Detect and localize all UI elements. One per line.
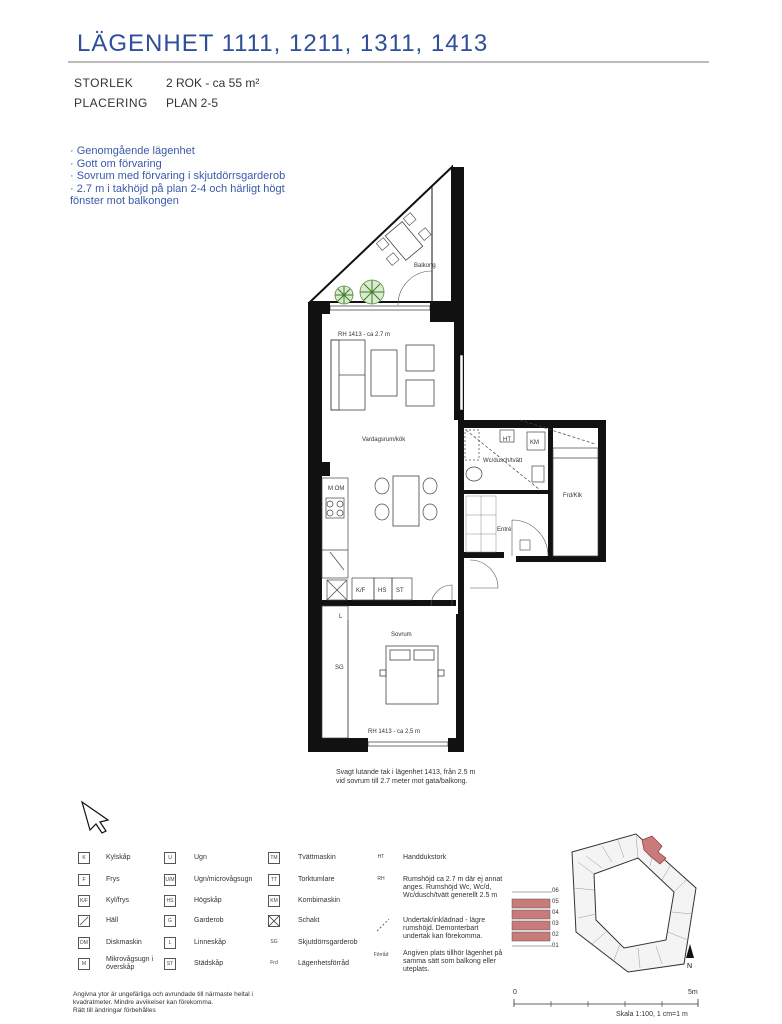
legend-code: L: [164, 937, 176, 949]
entre-label: Entré: [497, 527, 512, 533]
legend-label: Torktumlare: [298, 876, 335, 883]
rh-top-label: RH 1413 - ca 2.7 m: [338, 332, 391, 338]
legend-code: TT: [268, 874, 280, 886]
undertak-icon: [376, 918, 390, 932]
legend-label: Kyl/frys: [106, 897, 129, 904]
window: [460, 355, 463, 410]
legend-label: Frys: [106, 876, 120, 883]
entrance-door-swing: [512, 520, 548, 556]
legend-label: Ugn: [194, 854, 207, 861]
legend-code: U: [164, 852, 176, 864]
ht-label: HT: [503, 437, 511, 443]
wardrobe: [322, 606, 348, 738]
legend-label: Kylskåp: [106, 854, 131, 861]
legend-label: Häll: [106, 917, 119, 924]
frd-label: Frd/Klk: [563, 493, 583, 499]
plant-icon: [360, 280, 384, 304]
meta-placement-value: PLAN 2-5: [166, 96, 219, 110]
hall-icon: [78, 915, 90, 927]
front-door-swing: [470, 560, 498, 588]
balkong-label: Balkong: [414, 263, 436, 269]
sg-label: SG: [335, 665, 344, 671]
legend-code: ST: [164, 958, 176, 970]
footer-disclaimer: Angivna ytor är ungefärliga och avrundade till närmaste heltal i kvadratmeter. Mindre avvikelser kan förekomma. Rätt till ändringar förbehålles: [73, 991, 253, 1014]
feature-item: · Sovrum med förvaring i skjutdörrsgarderob: [70, 170, 286, 182]
kf-label: K/F: [356, 588, 366, 594]
km-label: KM: [530, 440, 539, 446]
legend-code: HS: [164, 895, 176, 907]
legend-code: Förråd: [373, 952, 389, 958]
wc-label: Wc/dusch/tvätt: [483, 458, 523, 464]
feature-item: fönster mot balkongen: [70, 195, 179, 207]
legend-label: Skjutdörrsgarderob: [298, 939, 358, 946]
legend-label: Handdukstork: [403, 854, 447, 861]
rh-bottom-label: RH 1413 - ca 2.5 m: [368, 729, 421, 735]
legend-label: Schakt: [298, 917, 320, 924]
window: [368, 742, 448, 746]
l-label: L: [339, 614, 343, 620]
kitchen-counter: [322, 478, 348, 578]
scale-bar: [512, 998, 702, 1008]
storage-room: [553, 448, 598, 556]
title-divider: [68, 61, 709, 63]
feature-item: · Genomgående lägenhet: [70, 145, 195, 157]
dining-chair: [375, 478, 437, 520]
legend-label: Mikrovågsugn i överskåp: [106, 956, 154, 971]
scale-caption: Skala 1:100, 1 cm=1 m: [616, 1011, 688, 1018]
legend-code: HT: [377, 854, 385, 860]
armchair: [406, 345, 434, 406]
meta-size-value: 2 ROK - ca 55 m²: [166, 76, 260, 90]
legend-label: Tvättmaskin: [298, 854, 336, 861]
entrance-wardrobe: [466, 496, 496, 552]
legend-label: Kombimaskin: [298, 897, 341, 904]
legend-label: Garderob: [194, 917, 224, 924]
feature-item: · Gott om förvaring: [70, 157, 162, 170]
legend-label: Angiven plats tillhör lägenhet på samma sätt som balkong eller uteplats.: [403, 950, 503, 973]
legend-code: K/F: [78, 895, 90, 907]
scale-end: 5m: [688, 989, 698, 996]
st-label: ST: [396, 588, 404, 594]
legend-code: F: [78, 874, 90, 886]
legend-label: Städskåp: [194, 960, 224, 967]
floor-plan: [300, 160, 612, 760]
coffee-table: [371, 350, 397, 396]
legend-code: Frd: [270, 960, 278, 966]
north-label: N: [687, 963, 693, 970]
entry-mat: [520, 540, 530, 550]
legend-code: KM: [268, 895, 280, 907]
hs-label: HS: [378, 588, 387, 594]
legend-code: U/M: [164, 874, 176, 886]
legend-code: TM: [268, 852, 280, 864]
meta-placement-key: PLACERING: [74, 96, 148, 110]
legend-code: DM: [78, 937, 90, 949]
legend-code: M: [78, 958, 90, 970]
site-plan: [566, 828, 702, 976]
scale-start: 0: [513, 989, 517, 996]
window: [330, 306, 430, 310]
level-bars: [508, 888, 552, 954]
legend-label: Undertak/inklädnad - lägre rumshöjd. Demonterbart undertak kan förekomma.: [403, 917, 486, 940]
legend-label: Lägenhetsförråd: [298, 960, 349, 967]
feature-item: · 2.7 m i takhöjd på plan 2-4 och härligt högt: [70, 182, 285, 195]
legend-label: Högskåp: [194, 897, 222, 904]
mo-label: M OM: [328, 486, 345, 492]
bed: [380, 646, 444, 704]
compass-arrow-icon: [78, 798, 114, 834]
legend-label: Ugn/microvågsugn: [194, 876, 253, 883]
legend-code: K: [78, 852, 90, 864]
sofa: [331, 340, 365, 410]
sovrum-label: Sovrum: [391, 632, 412, 638]
page-title: LÄGENHET 1111, 1211, 1311, 1413: [77, 30, 489, 57]
shaft-icon: [268, 915, 280, 927]
legend-code: RH: [377, 876, 385, 882]
legend-code: SG: [270, 939, 278, 945]
bathroom-fixtures: [465, 420, 595, 490]
walls: [308, 167, 606, 752]
legend-label: Linneskåp: [194, 939, 226, 946]
ceiling-note: Svagt lutande tak i lägenhet 1413, från 2.5 m vid sovrum till 2.7 meter mot gata/balkong.: [336, 769, 476, 785]
dining-table: [393, 476, 419, 526]
legend-code: G: [164, 915, 176, 927]
legend-label: Diskmaskin: [106, 939, 142, 946]
plant-icon: [335, 286, 353, 304]
feature-list: [70, 145, 285, 208]
vardagsrum-label: Vardagsrum/kök: [362, 437, 406, 443]
legend-label: Rumshöjd ca 2.7 m där ej annat anges. Rumshöjd Wc, Wc/d, Wc/dusch/tvätt generellt 2.5 m: [403, 876, 503, 899]
meta-size-key: STORLEK: [74, 76, 134, 90]
